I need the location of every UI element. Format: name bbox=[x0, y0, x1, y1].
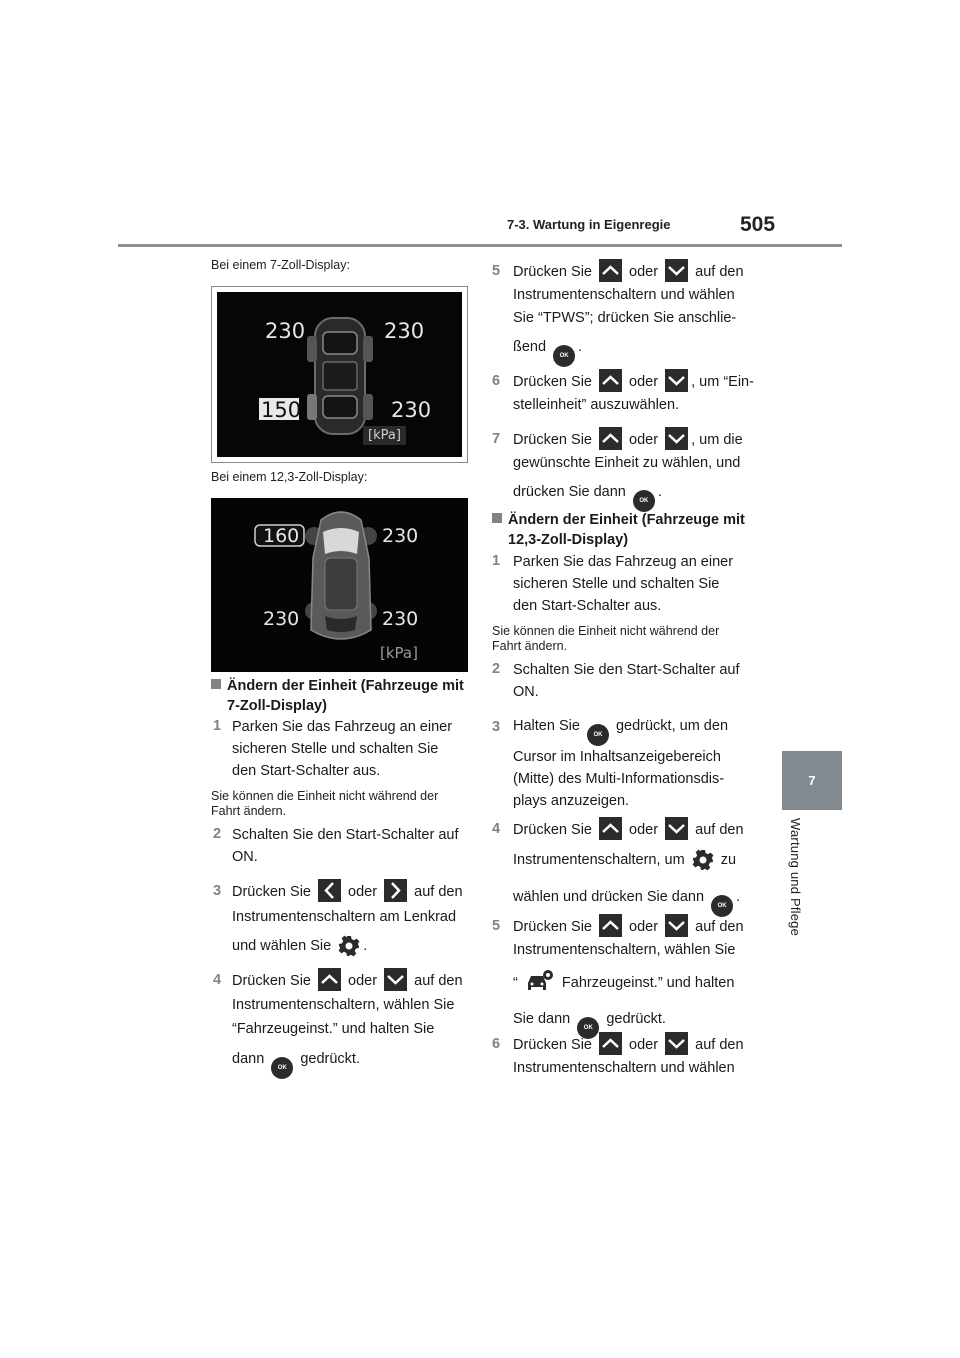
arrow-down-icon bbox=[665, 1032, 688, 1055]
section-heading-12-inch: Ändern der Einheit (Fahrzeuge mit 12,3-Zoll-Display) bbox=[492, 510, 745, 550]
step-number: 5 bbox=[492, 263, 501, 279]
arrow-down-icon bbox=[384, 968, 407, 991]
arrow-up-icon bbox=[599, 817, 622, 840]
arrow-down-icon bbox=[665, 259, 688, 282]
step-number: 1 bbox=[492, 553, 501, 569]
arrow-down-icon bbox=[665, 817, 688, 840]
gear-icon bbox=[692, 849, 714, 881]
step-2-text: Schalten Sie den Start-Schalter auf ON. bbox=[232, 827, 459, 865]
step-number: 6 bbox=[492, 373, 501, 389]
step-7-text: Drücken Sie oder , um die gewünschte Einheit zu wählen, und drücken Sie dann OK. bbox=[513, 427, 743, 512]
step-number: 2 bbox=[492, 661, 501, 677]
ok-button-icon: OK bbox=[633, 490, 655, 512]
arrow-up-icon bbox=[599, 914, 622, 937]
chapter-label: Wartung und Pflege bbox=[788, 818, 803, 937]
step-number: 7 bbox=[492, 431, 501, 447]
tire-pressure-rear-left: 230 bbox=[263, 608, 300, 630]
car-top-view-icon bbox=[211, 498, 468, 672]
tire-pressure-display-12-inch bbox=[211, 498, 468, 672]
arrow-down-icon bbox=[665, 914, 688, 937]
step-5-text: Drücken Sie oder auf den Instrumentenschaltern, wählen Sie “ Fahrzeugeinst.” und halten Sie dann OK gedrückt. bbox=[513, 914, 744, 1039]
step-number: 4 bbox=[213, 972, 222, 988]
tire-pressure-rear-right: 230 bbox=[391, 398, 432, 422]
tire-pressure-display-7-inch bbox=[211, 286, 468, 463]
step-3-text: Drücken Sie oder auf den Instrumentenschaltern am Lenkrad und wählen Sie . bbox=[232, 879, 463, 966]
arrow-down-icon bbox=[665, 427, 688, 450]
header-rule bbox=[118, 244, 842, 247]
square-bullet-icon bbox=[492, 513, 502, 523]
note-text: Sie können die Einheit nicht während der Fahrt ändern. bbox=[211, 789, 439, 818]
caption-7-inch: Bei einem 7-Zoll-Display: bbox=[211, 258, 350, 272]
ok-button-icon: OK bbox=[577, 1017, 599, 1039]
arrow-down-icon bbox=[665, 369, 688, 392]
ok-button-icon: OK bbox=[553, 345, 575, 367]
step-number: 2 bbox=[213, 826, 222, 842]
step-4-text: Drücken Sie oder auf den Instrumentenschaltern, wählen Sie “Fahrzeugeinst.” und halten Sie dann OK gedrückt. bbox=[232, 968, 463, 1079]
chapter-tab: 7 bbox=[782, 751, 842, 810]
step-1-text: Parken Sie das Fahrzeug an einer sicheren Stelle und schalten Sie den Start-Schalter aus. bbox=[232, 719, 453, 779]
arrow-right-icon bbox=[384, 879, 407, 902]
step-number: 4 bbox=[492, 821, 501, 837]
gear-icon bbox=[338, 935, 360, 966]
step-4-text: Drücken Sie oder auf den Instrumentenschaltern, um zu wählen und drücken Sie dann OK. bbox=[513, 817, 744, 917]
tire-pressure-front-left: 230 bbox=[265, 319, 306, 343]
step-5-text: Drücken Sie oder auf den Instrumentenschaltern und wählen Sie “TPWS”; drücken Sie anschlie- ßend OK. bbox=[513, 259, 744, 367]
car-top-view-icon bbox=[217, 292, 462, 457]
step-2-text: Schalten Sie den Start-Schalter auf ON. bbox=[513, 662, 740, 700]
square-bullet-icon bbox=[211, 679, 221, 689]
note-text: Sie können die Einheit nicht während der Fahrt ändern. bbox=[492, 624, 720, 653]
vehicle-settings-icon bbox=[525, 968, 555, 1002]
tire-pressure-rear-left: 150 bbox=[261, 398, 302, 422]
tire-pressure-front-right: 230 bbox=[384, 319, 425, 343]
arrow-up-icon bbox=[318, 968, 341, 991]
arrow-up-icon bbox=[599, 1032, 622, 1055]
step-1-text: Parken Sie das Fahrzeug an einer sicheren Stelle und schalten Sie den Start-Schalter aus. bbox=[513, 554, 734, 614]
step-number: 3 bbox=[492, 719, 501, 735]
arrow-up-icon bbox=[599, 259, 622, 282]
caption-12-inch: Bei einem 12,3-Zoll-Display: bbox=[211, 470, 368, 484]
ok-button-icon: OK bbox=[587, 724, 609, 746]
section-heading-7-inch: Ändern der Einheit (Fahrzeuge mit 7-Zoll-Display) bbox=[211, 676, 464, 716]
page-number: 505 bbox=[740, 213, 776, 236]
tire-pressure-rear-right: 230 bbox=[382, 608, 419, 630]
arrow-up-icon bbox=[599, 369, 622, 392]
arrow-up-icon bbox=[599, 427, 622, 450]
section-title: 7-3. Wartung in Eigenregie bbox=[507, 217, 671, 232]
pressure-unit: [kPa] bbox=[363, 426, 406, 445]
pressure-unit: [kPa] bbox=[380, 644, 418, 662]
ok-button-icon: OK bbox=[711, 895, 733, 917]
step-number: 6 bbox=[492, 1036, 501, 1052]
step-6-text: Drücken Sie oder , um “Ein- stelleinheit” auszuwählen. bbox=[513, 369, 754, 417]
step-number: 1 bbox=[213, 718, 222, 734]
step-6-text: Drücken Sie oder auf den Instrumentenschaltern und wählen bbox=[513, 1032, 744, 1080]
tire-pressure-front-left: 160 bbox=[263, 525, 300, 547]
step-number: 5 bbox=[492, 918, 501, 934]
arrow-left-icon bbox=[318, 879, 341, 902]
step-3-text: Halten Sie OK gedrückt, um den Cursor im Inhaltsanzeigebereich (Mitte) des Multi-Informationsdis- plays anzuzeigen. bbox=[513, 718, 729, 809]
step-number: 3 bbox=[213, 883, 222, 899]
tire-pressure-front-right: 230 bbox=[382, 525, 419, 547]
ok-button-icon: OK bbox=[271, 1057, 293, 1079]
